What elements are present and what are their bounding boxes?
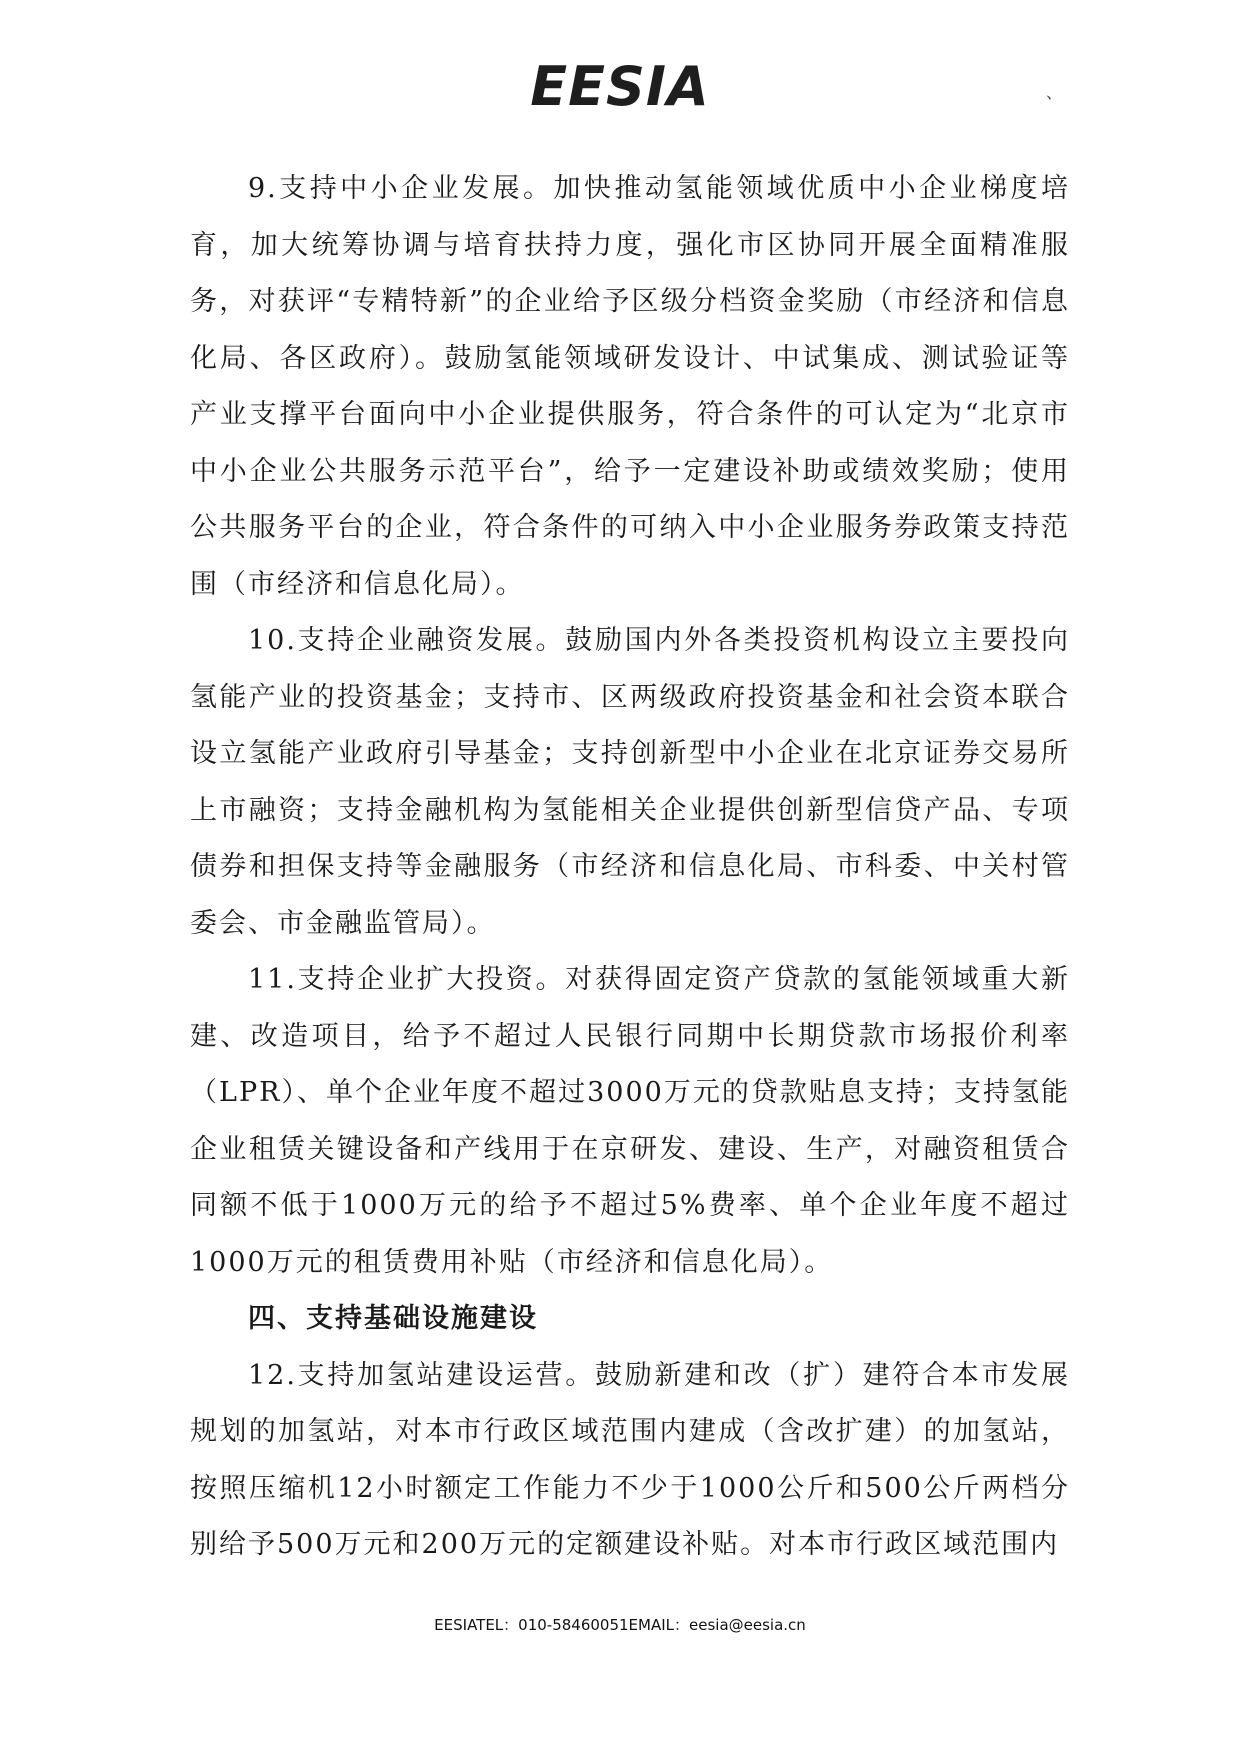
- eesia-logo: EESIA: [530, 55, 710, 118]
- footer-contact: EESIATEL：010-58460051EMAIL：eesia@eesia.cn: [434, 1616, 806, 1634]
- paragraph-12: 12.支持加氢站建设运营。鼓励新建和改（扩）建符合本市发展规划的加氢站，对本市行政区域范围内建成（含改扩建）的加氢站，按照压缩机12小时额定工作能力不少于1000公斤和500公斤两档分别给予500万元和200万元的定额建设补贴。对本市行政区域范围内: [190, 1359, 1070, 1560]
- corner-mark: 、: [1046, 83, 1063, 102]
- paragraph-11: 11.支持企业扩大投资。对获得固定资产贷款的氢能领域重大新建、改造项目，给予不超过人民银行同期中长期贷款市场报价利率（LPR）、单个企业年度不超过3000万元的贷款贴息支持；支持氢能企业租赁关键设备和产线用于在京研发、建设、生产，对融资租赁合同额不低于1000万元的给予不超过5%费率、单个企业年度不超过1000万元的租赁费用补贴（市经济和信息化局）。: [190, 964, 1070, 1278]
- document-body: [190, 161, 1070, 1574]
- paragraph-9: 9.支持中小企业发展。加快推动氢能领域优质中小企业梯度培育，加大统筹协调与培育扶持力度，强化市区协同开展全面精准服务，对获评“专精特新”的企业给予区级分档资金奖励（市经济和信息化局、各区政府）。鼓励氢能领域研发设计、中试集成、测试验证等产业支撑平台面向中小企业提供服务，符合条件的可认定为“北京市中小企业公共服务示范平台”，给予一定建设补助或绩效奖励；使用公共服务平台的企业，符合条件的可纳入中小企业服务券政策支持范围（市经济和信息化局）。: [190, 173, 1070, 600]
- paragraph-10: 10.支持企业融资发展。鼓励国内外各类投资机构设立主要投向氢能产业的投资基金；支持市、区两级政府投资基金和社会资本联合设立氢能产业政府引导基金；支持创新型中小企业在北京证券交易所上市融资；支持金融机构为氢能相关企业提供创新型信贷产品、专项债券和担保支持等金融服务（市经济和信息化局、市科委、中关村管委会、市金融监管局）。: [190, 625, 1070, 939]
- section-heading: 四、支持基础设施建设: [248, 1303, 538, 1334]
